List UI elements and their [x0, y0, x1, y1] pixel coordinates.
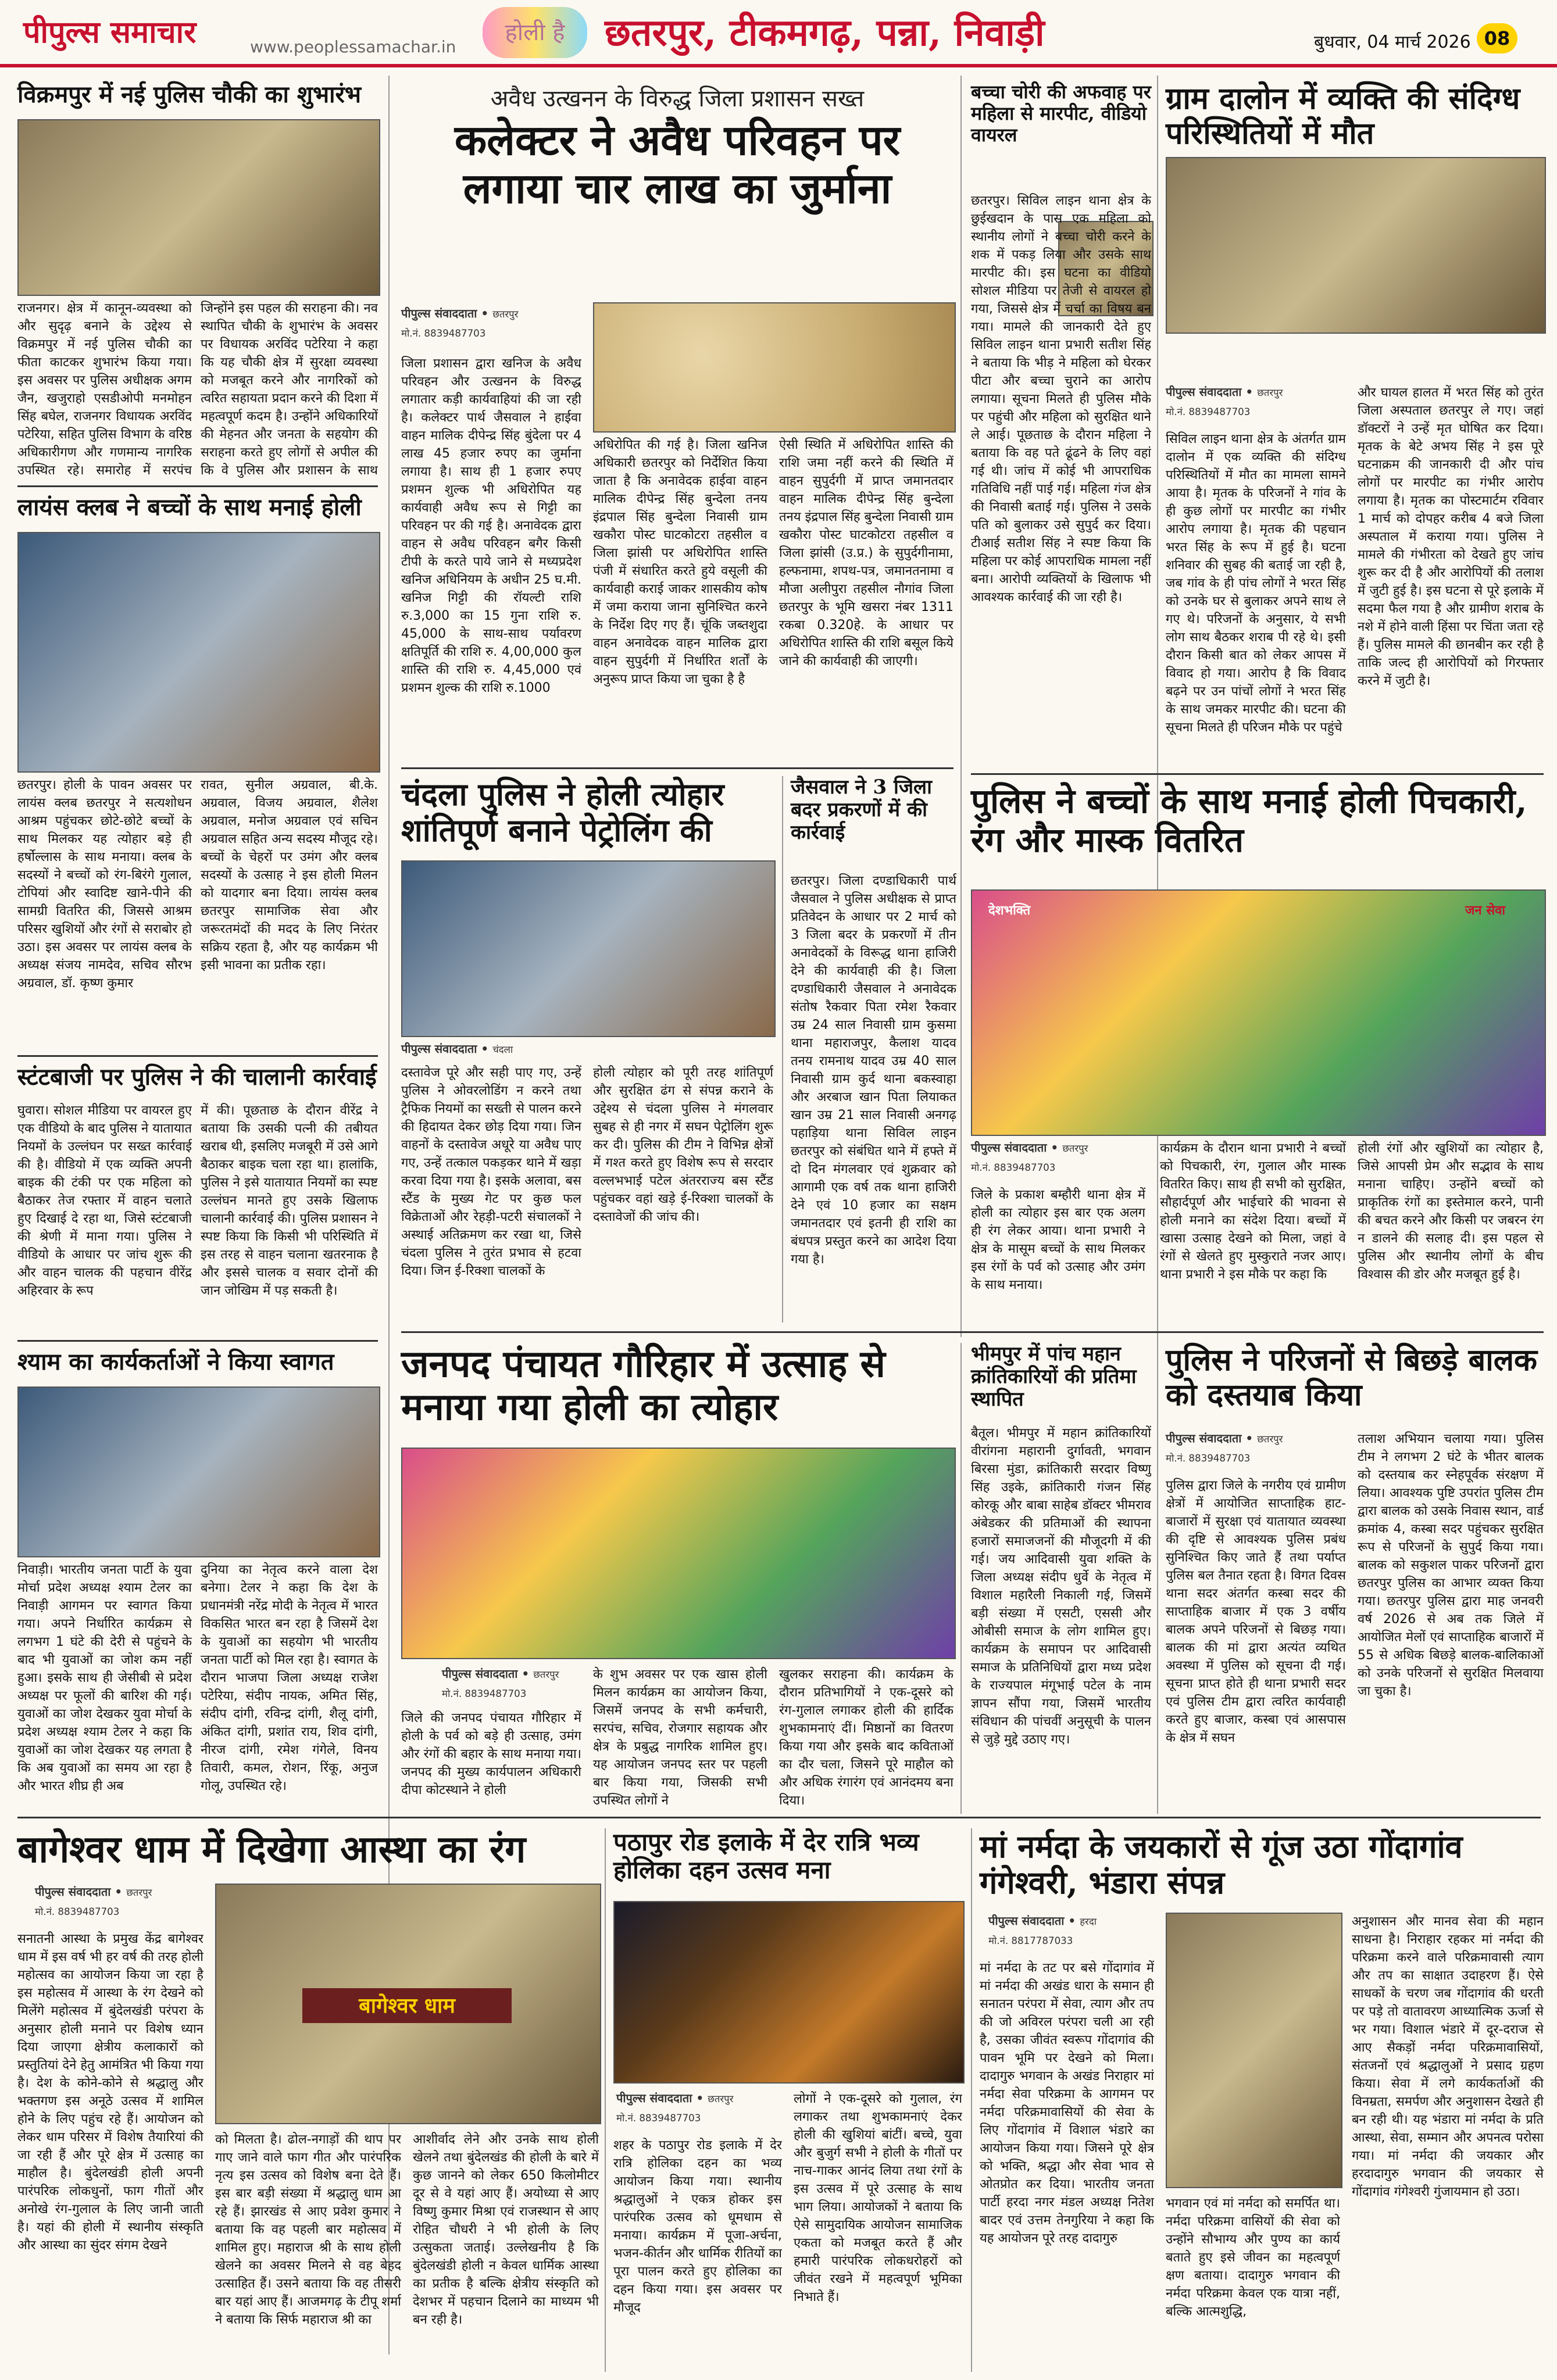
byline: पीपुल्स संवाददाता • छतरपुर	[401, 306, 519, 320]
gaurihar-text-col1: जिले की जनपद पंचायत गौरिहार में होली के पर्व को बड़े ही उत्साह, उमंग और रंगों की बहार के साथ मनाया गया। जनपद की मुख्य कार्यपालन अधिकारी दीपा कोटस्थाने ने होली	[401, 1711, 581, 1797]
byline: पीपुल्स संवाददाता • चंदला	[401, 1042, 513, 1056]
dalon-text-col1: सिविल लाइन थाना क्षेत्र के अंतर्गत ग्राम दालोन में एक व्यक्ति की संदिग्ध परिस्थितियों में मौत का मामला सामने आया है। मृतक के परिजनों ने गांव के ही कुछ लोगों पर मारपीट का गंभीर आरोप लगाया है। मृतक की पहचान भरत सिंह के रूप में हुई है। घटना शनिवार की सुबह की बताई जा रही है, जब गांव के ही पांच लोगों ने भरत सिंह को उनके घर से बुलाकर अपने साथ ले गए थे। परिजनों के अनुसार, ये सभी लोग साथ बैठकर शराब पी रहे थे। इसी दौरान किसी बात को लेकर आपस में विवाद हो गया। आरोप है कि विवाद बढ़ने पर उन पांचों लोगों ने भरत सिंह के साथ जमकर मारपीट की। घटना की सूचना मिलते ही परिजन मौके पर पहुंचे	[1166, 432, 1346, 735]
mining-kicker: अवैध उत्खनन के विरुद्ध जिला प्रशासन सख्त	[490, 85, 865, 112]
newspaper-logo: पीपुल्स समाचार	[23, 15, 197, 50]
police-holi-text-col1: जिले के प्रकाश बम्हौरी थाना क्षेत्र में होली का त्योहार इस बार एक अलग ही रंग लेकर आया। थाना प्रभारी ने क्षेत्र के मासूम बच्चों के साथ मिलकर इस रंगों के पर्व को उत्साह और उमंग के साथ मनाया।	[971, 1188, 1145, 1292]
headline-mining: कलेक्टर ने अवैध परिवहन पर लगाया चार लाख का जुर्माना	[454, 115, 901, 213]
narmada-text-col3: अनुशासन और मानव सेवा की महान साधना है। निराहार रहकर मां नर्मदा की परिक्रमा करने वाले परिक्रमावासी त्याग और तप का साक्षात उदाहरण हैं। ऐसे साधकों के चरण जब गोंदागांव की धरती पर पड़े तो वातावरण आध्यात्मिक ऊर्जा से भर गया। विशाल भंडारे में दूर-दराज से आए सैकड़ों नर्मदा परिक्रमावासियों, संतजनों एवं श्रद्धालुओं ने प्रसाद ग्रहण किया। सेवा में लगे कार्यकर्ताओं की विनम्रता, समर्पण और अनुशासन देखते ही बन रही थी। यह भंडारा मां नर्मदा के प्रति आस्था, सेवा, सम्मान और अपनत्व परोसा गया। मां नर्मदा की जयकार और हरदादागुरु भगवान की जयकार से गोंदागांव गंगेश्वरी गुंजायमान हो उठा।	[1352, 1914, 1544, 2199]
police-holi-photo	[971, 889, 1546, 1136]
pathapur-photo	[613, 1901, 965, 2084]
column-divider	[960, 76, 962, 1337]
narmada-text-col1: मां नर्मदा के तट पर बसे गोंदागांव में मां नर्मदा की अखंड धारा के समान ही सनातन परंपरा में सेवा, त्याग और तप की जो अविरल परंपरा चली आ रही है, उसका जीवंत स्वरूप गोंदागांव की पावन भूमि पर देखने को मिला। दादागुरु भगवान के अखंड निराहार मां नर्मदा सेवा परिक्रमा के आगमन पर नर्मदा परिक्रमावासियों की सेवा के लिए गोंदागांव में विशाल भंडारे का आयोजन किया गया। जिसने पूरे क्षेत्र को भक्ति, श्रद्धा और सेवा भाव से ओतप्रोत कर दिया। भारतीय जनता पार्टी हरदा नगर मंडल अध्यक्ष नितेश बादर एवं उत्तम तेनगुरिया ने कहा कि यह आयोजन पूरे तरह दादागुरु	[980, 1961, 1154, 2246]
byline-mobile: मो.नं. 8839487703	[616, 2113, 701, 2124]
gaurihar-text-col2: के शुभ अवसर पर एक खास होली मिलन कार्यक्रम का आयोजन किया, जिसमें जनपद के सभी कर्मचारी, सरपंच, सचिव, रोजगार सहायक और क्षेत्र के प्रबुद्ध नागरिक शामिल हुए। यह आयोजन जनपद स्तर पर पहली बार किया गया, जिसकी सभी उपस्थित लोगों ने	[593, 1667, 767, 1808]
column-divider	[1157, 76, 1158, 1355]
stunt-text-col1: घुवारा। सोशल मीडिया पर वायरल हुए एक वीडियो के बाद पुलिस ने यातायात नियमों के उल्लंघन पर सख्त कार्रवाई की है। वीडियो में एक व्यक्ति अपनी बाइक की टंकी पर एक महिला को बैठाकर तेज रफ्तार में वाहन चलाते हुए दिखाई दे रहा था, जिसे स्टंटबाजी की श्रेणी में माना गया। पुलिस ने वीडियो के आधार पर जांच शुरू की और वाहन चालक की पहचान वीरेंद्र अहिरवार के रूप	[17, 1103, 192, 1298]
headline-chandla: चंदला पुलिस ने होली त्योहार शांतिपूर्ण बनाने पेट्रोलिंग की	[401, 776, 724, 849]
vikrampur-text-col1: राजनगर। क्षेत्र में कानून-व्यवस्था को और सुदृढ़ बनाने के उद्देश्य से विक्रमपुर में नई पुलिस चौकी का फीता काटकर शुभारंभ किया गया। इस अवसर पर पुलिस अधीक्षक अगम जैन, खजुराहो एसडीओपी मनमोहन सिंह बघेल, राजनगर विधायक अरविंद पटेरिया, सहित पुलिस विभाग के वरिष्ठ अधिकारीगण और गणमान्य नागरिक उपस्थित रहे। समारोह में सरपंच	[17, 301, 192, 478]
website-url[interactable]: www.peoplessamachar.in	[250, 37, 456, 56]
bageshwar-sign: बागेश्वर धाम	[302, 1988, 512, 2023]
police-holi-text-col2: कार्यक्रम के दौरान थाना प्रभारी ने बच्चों को पिचकारी, रंग, गुलाल और मास्क वितरित किए। साथ ही सभी को सुरक्षित, सौहार्दपूर्ण और भाईचारे की भावना से होली मनाने का संदेश दिया। बच्चों में खासा उत्साह देखने को मिला, जहां वे रंगों से खेलते हुए मुस्कुराते नजर आए। थाना प्रभारी ने इस मौके पर कहा कि	[1160, 1141, 1346, 1282]
dalon-text-col2: और घायल हालत में भरत सिंह को तुरंत जिला अस्पताल छतरपुर ले गए। जहां डॉक्टरों ने उन्हें मृत घोषित कर दिया। मृतक के बेटे अभय सिंह ने इस पूरे घटनाक्रम की जानकारी दी और पांच लोगों पर मारपीट का गंभीर आरोप लगाया है। मृतक का पोस्टमार्टम रविवार 1 मार्च को दोपहर करीब 4 बजे जिला अस्पताल में कराया गया। पुलिस ने मामले की गंभीरता को देखते हुए जांच शुरू कर दी है और आरोपियों की तलाश में जुटी हुई है। इस घटना से पूरे इलाके में सदमा फैल गया है और ग्रामीण शराब के नशे में होने वाली हिंसा पर चिंता जता रहे हैं। पुलिस मामले की छानबीन कर रही है ताकि जल्द ही आरोपियों को गिरफ्तार करने में जुटी है।	[1358, 385, 1544, 688]
chandla-text-col2: होली त्योहार को पूरी तरह शांतिपूर्ण और सुरक्षित ढंग से संपन्न कराने के उद्देश्य से चंदला पुलिस ने मंगलवार सुबह से ही नगर में सघन पेट्रोलिंग शुरू कर दी। पुलिस की टीम ने विभिन्न क्षेत्रों में गश्त करते हुए विशेष रूप से सरदार वल्लभभाई पटेल अंतरराज्य बस स्टैंड पहुंचकर वहां खड़े ई-रिक्शा चालकों के दस्तावेजों की जांच की।	[593, 1066, 773, 1224]
shyam-photo	[17, 1386, 380, 1557]
bageshwar-text-col3: आशीर्वाद लेने और उनके साथ होली खेलने तथा बुंदेलखंड की होली के बारे में कुछ जानने को लेकर 650 किलोमीटर दूर से वे यहां आए हैं। अयोध्या से आए विष्णु कुमार मिश्रा एवं राजस्थान से आए रोहित चौधरी ने भी होली के लिए उत्सुकता जताई। उल्लेखनीय है कि बुंदेलखंडी होली न केवल धार्मिक आस्था का प्रतीक है बल्कि क्षेत्रीय संस्कृति को देशभर में पहचान दिलाने का माध्यम भी बन रही है।	[413, 2132, 599, 2327]
bageshwar-text-col1: सनातनी आस्था के प्रमुख केंद्र बागेश्वर धाम में इस वर्ष भी हर वर्ष की तरह होली महोत्सव का आयोजन किया जा रहा है इस महोत्सव में आस्था के रंग देखने को मिलेंगे महोत्सव में बुंदेलखंडी परंपरा के अनुसार होली मनाने पर विशेष ध्यान दिया जाएगा क्षेत्रीय कलाकारों को प्रस्तुतियां देने हेतु आमंत्रित भी किया गया है। देश के कोने-कोने से श्रद्धालु और भक्तगण इस अनूठे उत्सव में शामिल होने के लिए पहुंच रहे हैं। आयोजन को लेकर धाम परिसर में विशेष तैयारियां की जा रही हैं और पूरे क्षेत्र में उत्साह का माहौल है। बुंदेलखंडी होली अपनी पारंपरिक लोकधुनों, फाग गीतों और अनोखे रंग-गुलाल के लिए जानी जाती है। यहां की होली में स्थानीय संस्कृति और आस्था का सुंदर संगम देखने	[17, 1932, 203, 2253]
byline-mobile: मो.नं. 8839487703	[1166, 406, 1251, 417]
chandla-photo	[401, 860, 776, 1037]
child-theft-text: छतरपुर। सिविल लाइन थाना क्षेत्र के छुईखदान के पास एक महिला को स्थानीय लोगों ने बच्चा चोरी करने के शक में पकड़ लिया और उसके साथ मारपीट की। इस घटना का वीडियो सोशल मीडिया पर तेजी से वायरल हो गया, जिससे क्षेत्र में चर्चा का विषय बन गया। मामले की जानकारी देते हुए सिविल लाइन थाना प्रभारी सतीश सिंह ने बताया कि भीड़ ने महिला को घेरकर पीटा और बच्चा चुराने का आरोप लगाया। सूचना मिलते ही पुलिस मौके पर पहुंची और महिला को सुरक्षित थाने ले आई। पूछताछ के दौरान महिला ने बताया कि वह पते ढूंढने के लिए वहां गई थी। जांच में कोई भी आपराधिक गतिविधि नहीं पाई गई। महिला गंज क्षेत्र की निवासी बताई गई। पुलिस ने उसके पति को बुलाकर उसे सुपुर्द कर दिया। टीआई सतीश सिंह ने स्पष्ट किया कि महिला पर कोई आपराधिक मामला नहीं बना। आरोपी व्यक्तियों के खिलाफ भी आवश्यक कार्रवाई की जा रही है।	[971, 194, 1151, 605]
byline-mobile: मो.नं. 8839487703	[35, 1906, 120, 1917]
lost-child-text-col1: पुलिस द्वारा जिले के नगरीय एवं ग्रामीण क्षेत्रों में आयोजित साप्ताहिक हाट-बाजारों में सुरक्षा एवं यातायात व्यवस्था की दृष्टि से आवश्यक पुलिस प्रबंध सुनिश्चित किए जाते हैं तथा पर्याप्त पुलिस बल तैनात रहता है। विगत दिवस थाना सदर अंतर्गत कस्बा सदर की साप्ताहिक बाजार में एक 3 वर्षीय बालक अपने परिजनों से बिछड़ गया। बालक की मां द्वारा अत्यंत व्यथित अवस्था में पुलिस को सूचना दी गई। सूचना प्राप्त होते ही थाना प्रभारी सदर एवं पुलिस टीम द्वारा त्वरित कार्यवाही करते हुए बाजार, कस्बा एवं आसपास के क्षेत्र में सघन	[1166, 1478, 1346, 1745]
narmada-photo	[1166, 1913, 1342, 2188]
bageshwar-text-col2: को मिलता है। ढोल-नगाड़ों की थाप पर गाए जाने वाले फाग गीत और पारंपरिक नृत्य इस उत्सव को विशेष बना देते हैं। इस बार बड़ी संख्या में श्रद्धालु धाम आ रहे हैं। झारखंड से आए प्रवेश कुमार ने बताया कि वह पहली बार महोत्सव में शामिल हुए। महाराज श्री के साथ होली खेलने का अवसर मिलने से वह बेहद उत्साहित हैं। उसने बताया कि वह तीसरी बार यहां आए हैं। आजमगढ़ के टीपू शर्मा ने बताया कि सिर्फ महाराज श्री का	[215, 2132, 401, 2327]
dalon-photo	[1166, 157, 1546, 334]
photo-banner-left: देशभक्ति	[988, 903, 1031, 918]
byline-mobile: मो.नं. 8839487703	[442, 1688, 527, 1699]
headline-jaiswal: जैसवाल ने 3 जिला बदर प्रकरणों में की कार्रवाई	[791, 776, 932, 845]
headline-narmada: मां नर्मदा के जयकारों से गूंज उठा गोंदागांव गंगेश्वरी, भंडारा संपन्न	[980, 1828, 1463, 1902]
headline-shyam: श्याम का कार्यकर्ताओं ने किया स्वागत	[17, 1348, 334, 1375]
gaurihar-photo	[401, 1448, 956, 1659]
chandla-text-col1: दस्तावेज पूरे और सही पाए गए, उन्हें पुलिस ने ओवरलोडिंग न करने तथा ट्रैफिक नियमों का सख्ती से पालन करने की हिदायत देकर छोड़ दिया गया। जिन वाहनों के दस्तावेज अधूरे या अवैध पाए गए, उन्हें तत्काल पकड़कर थाने में खड़ा करवा दिया गया है। इसके अलावा, बस स्टैंड के मुख्य गेट पर कुछ फल विक्रेताओं और रेहड़ी-पटरी संचालकों ने अस्थाई अतिक्रमण कर रखा था, जिसे चंदला पुलिस ने तुरंत प्रभाव से हटवा दिया। जिन ई-रिक्शा चालकों के	[401, 1066, 581, 1278]
byline: पीपुल्स संवाददाता • छतरपुर	[442, 1667, 559, 1681]
gaurihar-text-col3: खुलकर सराहना की। कार्यक्रम के दौरान प्रतिभागियों ने एक-दूसरे को रंग-गुलाल लगाकर होली की हार्दिक शुभकामनाएं दीं। मिष्ठानों का वितरण किया गया और इसके बाद कविताओं का दौर चला, जिसने पूरे माहौल को और अधिक रंगारंग एवं आनंदमय बना दिया।	[779, 1667, 954, 1808]
holi-badge: होली है	[483, 7, 587, 58]
shyam-text-col1: निवाड़ी। भारतीय जनता पार्टी के युवा मोर्चा प्रदेश अध्यक्ष श्याम टेलर का निवाड़ी आगमन पर स्वागत किया गया। अपने निर्धारित कार्यक्रम से लगभग 1 घंटे की देरी से पहुंचने के बाद भी युवाओं का जोश कम नहीं हुआ। इसके साथ ही जेसीबी से प्रदेश अध्यक्ष पर फूलों की बारिश की गई। युवाओं का जोश देखकर युवा मोर्चा के प्रदेश अध्यक्ष श्याम टेलर ने कहा कि युवाओं का जोश देखकर यह लगता है कि अब युवाओं का समय आ रहा है और भारत शीघ्र ही अब	[17, 1563, 192, 1793]
byline-mobile: मो.नं. 8839487703	[971, 1162, 1056, 1173]
byline-mobile: मो.नं. 8817787033	[988, 1935, 1073, 1946]
police-holi-text-col3: होली रंगों और खुशियों का त्योहार है, जिसे आपसी प्रेम और सद्भाव के साथ मनाना चाहिए। उन्होंने बच्चों को प्राकृतिक रंगों का इस्तेमाल करने, पानी की बचत करने और किसी पर जबरन रंग न डालने की सलाह दी। इस पहल से पुलिस और स्थानीय लोगों के बीच विश्वास की डोर और मजबूत हुई है।	[1358, 1141, 1544, 1282]
photo-banner-right: जन सेवा	[1465, 903, 1505, 918]
headline-police-holi: पुलिस ने बच्चों के साथ मनाई होली पिचकारी, रंग और मास्क वितरित	[971, 781, 1527, 860]
headline-child-theft: बच्चा चोरी की अफवाह पर महिला से मारपीट, वीडियो वायरल	[971, 81, 1151, 146]
byline: पीपुल्स संवाददाता • छतरपुर	[35, 1885, 152, 1899]
mining-photo	[593, 302, 956, 433]
mining-text-col1: जिला प्रशासन द्वारा खनिज के अवैध परिवहन और उत्खनन के विरुद्ध लगातार कड़ी कार्यवाहियां की जा रही है। कलेक्टर पार्थ जैसवाल ने हाईवा वाहन मालिक दीपेन्द्र सिंह बुंदेला पर 4 लाख 45 हजार रुपए का जुर्माना लगाया है। साथ ही 1 हजार रुपए प्रशमन शुल्क भी अधिरोपित यह कार्यवाही अवैध रूप से गिट्टी का परिवहन पर की गई है। अनावेदक द्वारा वाहन से अवैध परिवहन बगैर किसी टीपी के करते पाये जाने से मध्यप्रदेश खनिज अधिनियम के अधीन 25 घ.मी. खनिज गिट्टी की रॉयल्टी राशि रु.3,000 का 15 गुना राशि रु. 45,000 के साथ-साथ पर्यावरण क्षतिपूर्ति की राशि रु. 4,00,000 कुल शास्ति की राशि रु. 4,45,000 एवं प्रशमन शुल्क की राशि रु.1000	[401, 356, 581, 695]
byline: पीपुल्स संवाददाता • छतरपुर	[1166, 1431, 1283, 1445]
lions-text-col1: छतरपुर। होली के पावन अवसर पर लायंस क्लब छतरपुर ने सत्यशोधन आश्रम पहुंचकर छोटे-छोटे बच्चों के साथ मिलकर यह त्योहार बड़े ही हर्षोल्लास के साथ मनाया। क्लब के सदस्यों ने बच्चों को रंग-बिरंगे गुलाल, टोपियां और स्वादिष्ट खाने-पीने की सामग्री वितरित की, जिससे आश्रम परिसर खुशियों और रंगों से सराबोर हो उठा। इस अवसर पर लायंस क्लब के अध्यक्ष संजय नामदेव, सचिव सौरभ अग्रवाल, डॉ. कृष्ण कुमार	[17, 778, 192, 991]
byline-mobile: मो.नं. 8839487703	[1166, 1453, 1251, 1464]
headline-pathapur: पठापुर रोड इलाके में देर रात्रि भव्य होलिका दहन उत्सव मना	[613, 1828, 919, 1885]
headline-dalon: ग्राम दालोन में व्यक्ति की संदिग्ध परिस्थितियों में मौत	[1166, 81, 1520, 151]
mining-text-col3: ऐसी स्थिति में अधिरोपित शास्ति की राशि जमा नहीं करने की स्थिति में वाहन सुपुर्दगी में प्राप्त जमानतदार वाहन मालिक दीपेन्द्र सिंह बुन्देला तनय इंद्रपाल सिंह बुन्देला निवासी ग्राम खकौरा पोस्ट घाटकोटरा तहसील व जिला झांसी (उ.प्र.) के सुपुर्दगीनामा, हल्फनामा, शपथ-पत्र, जमानतनामा व मौजा अलीपुरा तहसील नौगांव जिला छतरपुर के भूमि खसरा नंबर 1311 रकबा 0.320हे. के आधार पर अधिरोपित शास्ति की राशि बसूल किये जाने की कार्यवाही की जाएगी।	[779, 438, 954, 669]
vikrampur-text-col2: जिन्होंने इस पहल की सराहना की। नव स्थापित चौकी के शुभारंभ के अवसर पर विधायक अरविंद पटेरिया ने कहा कि यह चौकी क्षेत्र में सुरक्षा व्यवस्था को मजबूत करने और नागरिकों को त्वरित सहायता प्रदान करने की दिशा में महत्वपूर्ण कदम है। उन्होंने अधिकारियों की मेहनत और जनता के सहयोग की सराहना करते हुए लोगों से अपील की कि वे पुलिस और प्रशासन के साथ	[201, 301, 378, 478]
bhimpur-text: बैतूल। भीमपुर में महान क्रांतिकारियों वीरांगना महारानी दुर्गावती, भगवान बिरसा मुंडा, क्रांतिकारी सरदार विष्णु सिंह उइके, क्रांतिकारी गंजन सिंह कोरकू और बाबा साहेब डॉक्टर भीमराव अंबेडकर की प्रतिमाओं की स्थापना हजारों समाजजनों की मौजूदगी में की गई। जय आदिवासी युवा शक्ति के जिला अध्यक्ष संदीप धुर्वे के नेतृत्व में विशाल महारैली निकाली गई, जिसमें बड़ी संख्या में एसटी, एससी और ओबीसी समाज के लोग शामिल हुए। कार्यक्रम के समापन पर आदिवासी समाज के प्रतिनिधियों द्वारा मध्य प्रदेश के राज्यपाल मंगूभाई पटेल के नाम ज्ञापन सौंपा गया, जिसमें भारतीय संविधान की पांचवीं अनुसूची के पालन से जुड़े मुद्दे उठाए गए।	[971, 1426, 1151, 1747]
mining-text-col2: अधिरोपित की गई है। जिला खनिज अधिकारी छतरपुर को निर्देशित किया जाता है कि अनावेदक हाईवा वाहन मालिक दीपेन्द्र सिंह बुन्देला तनय इंद्रपाल सिंह बुन्देला निवासी ग्राम खकौरा पोस्ट घाटकोटरा तहसील व जिला झांसी पर अधिरोपित शास्ति पंजी में संधारित करते हुये वसूली की कार्यवाही कराई जाकर शासकीय कोष में जमा कराया जाना सुनिश्चित करने के निर्देश दिए गए हैं। चूंकि जब्तशुदा वाहन अनावेदक वाहन मालिक द्वारा वाहन सुपुर्दगी में निर्धारित शर्तों के अनुरूप प्राप्त किया जा चुका है है	[593, 438, 767, 687]
byline: पीपुल्स संवाददाता • छतरपुर	[971, 1141, 1088, 1155]
headline-stunt: स्टंटबाजी पर पुलिस ने की चालानी कार्रवाई	[17, 1063, 377, 1091]
headline-lost-child: पुलिस ने परिजनों से बिछड़े बालक को दस्तयाब किया	[1166, 1342, 1537, 1413]
byline: पीपुल्स संवाददाता • हरदा	[988, 1914, 1097, 1928]
lions-club-photo	[17, 532, 380, 773]
byline: पीपुल्स संवाददाता • छतरपुर	[616, 2091, 734, 2105]
headline-bhimpur: भीमपुर में पांच महान क्रांतिकारियों की प्रतिमा स्थापित	[971, 1342, 1137, 1411]
pathapur-text-col2: लोगों ने एक-दूसरे को गुलाल, रंग लगाकर तथा शुभकामनाएं देकर होली की खुशियां बांटीं। बच्चे, युवा और बुजुर्ग सभी ने होली के गीतों पर नाच-गाकर आनंद लिया तथा रंगों के इस उत्सव में पूरे उत्साह के साथ भाग लिया। आयोजकों ने बताया कि ऐसे सामुदायिक आयोजन सामाजिक एकता को मजबूत करते हैं और हमारी पारंपरिक लोकधरोहरों को जीवंत रखने में महत्वपूर्ण भूमिका निभाते हैं।	[794, 2092, 962, 2304]
headline-vikrampur: विक्रमपुर में नई पुलिस चौकी का शुभारंभ	[17, 81, 361, 108]
headline-gaurihar: जनपद पंचायत गौरिहार में उत्साह से मनाया गया होली का त्योहार	[401, 1342, 885, 1429]
page-number: 08	[1477, 23, 1517, 53]
lions-text-col2: रावत, सुनील अग्रवाल, बी.के. अग्रवाल, विजय अग्रवाल, शैलेश अग्रवाल, मनोज अग्रवाल एवं सचिन अग्रवाल सहित अन्य सदस्य मौजूद रहे। बच्चों के चेहरों पर उमंग और क्लब सदस्यों के उत्साह ने इस होली मिलन को यादगार बना दिया। लायंस क्लब छतरपुर सामाजिक सेवा और जरूरतमंदों की मदद के लिए निरंतर सक्रिय रहता है, और यह कार्यक्रम भी इसी भावना का प्रतीक रहा।	[201, 778, 378, 973]
shyam-text-col2: दुनिया का नेतृत्व करने वाला देश बनेगा। टेलर ने कहा कि देश के प्रधानमंत्री नरेंद्र मोदी के नेतृत्व में भारत विकसित भारत बन रहा है जिसमें देश के युवाओं का सहयोग भी भारतीय जनता पार्टी को मिल रहा है। स्वागत के दौरान भाजपा जिला अध्यक्ष राजेश पटेरिया, संदीप नायक, अमित सिंह, संदीप दांगी, रविन्द्र दांगी, शैलू दांगी, अंकित दांगी, प्रशांत राय, शिव दांगी, नीरज दांगी, रमेश गंगेले, विनय तिवारी, कमल, रोशन, रिंकू, अनुज गोलू, उपस्थित रहे।	[201, 1563, 378, 1793]
page-districts: छतरपुर, टीकमगढ़, पन्ना, निवाड़ी	[605, 11, 1045, 55]
vikrampur-photo	[17, 119, 380, 296]
issue-date: बुधवार, 04 मार्च 2026	[1314, 32, 1471, 52]
jaiswal-text: छतरपुर। जिला दण्डाधिकारी पार्थ जैसवाल ने पुलिस अधीक्षक से प्राप्त प्रतिवेदन के आधार पर 2 मार्च को 3 जिला बदर के प्रकरणों में तीन अनावेदकों के विरूद्ध थाना हाजिरी देने की कार्यवाही की है। जिला दण्डाधिकारी जैसवाल ने अनावेदक संतोष रैकवार पिता रमेश रैकवार उम्र 24 साल निवासी ग्राम कुसमा थाना महाराजपुर, कैलाश यादव तनय रामनाथ यादव उम्र 40 साल निवासी ग्राम कुर्द थाना बकस्वाहा और अरबाज खान पिता लियाकत खान उम्र 21 साल निवासी अनगढ़ पहाड़िया थाना सिविल लाइन छतरपुर को संबंधित थाने में हफ्ते में दो दिन मंगलवार एवं शुक्रवार को आगामी एक वर्ष तक थाना हाजिरी देने एवं 10 हजार का सक्षम जमानतदार एवं इतनी ही राशि का बंधपत्र प्रस्तुत करने का आदेश दिया गया है।	[791, 874, 956, 1267]
pathapur-text-col1: शहर के पठापुर रोड इलाके में देर रात्रि होलिका दहन का भव्य आयोजन किया गया। स्थानीय श्रद्धालुओं ने एकत्र होकर इस पारंपरिक उत्सव को धूमधाम से मनाया। कार्यक्रम में पूजा-अर्चना, भजन-कीर्तन और धार्मिक रीतियों का पूरा पालन करते हुए होलिका का दहन किया गया। इस अवसर पर मौजूद	[613, 2138, 782, 2315]
lost-child-text-col2: तलाश अभियान चलाया गया। पुलिस टीम ने लगभग 2 घंटे के भीतर बालक को दस्तयाब कर स्नेहपूर्वक संरक्षण में लिया। आवश्यक पुष्टि उपरांत पुलिस टीम द्वारा बालक को उसके निवास स्थान, वार्ड क्रमांक 4, कस्बा सदर पहुंचकर सुरक्षित रूप से परिजनों के सुपुर्द किया गया। बालक को सकुशल पाकर परिजनों द्वारा छतरपुर पुलिस का आभार व्यक्त किया गया। छतरपुर पुलिस द्वारा माह जनवरी वर्ष 2026 से अब तक जिले में आयोजित मेलों एवं साप्ताहिक बाजारों में 55 से अधिक बिछड़े बालक-बालिकाओं को उनके परिजनों से सुरक्षित मिलवाया जा चुका है।	[1358, 1432, 1544, 1699]
byline-mobile: मो.नं. 8839487703	[401, 328, 486, 339]
headline-lions-club: लायंस क्लब ने बच्चों के साथ मनाई होली	[17, 494, 362, 521]
narmada-text-col2: भगवान एवं मां नर्मदा को समर्पित था। नर्मदा परिक्रमा वासियों की सेवा को उन्होंने सौभाग्य और पुण्य का कार्य बताते हुए इसे जीवन का महत्वपूर्ण क्षण बताया। दादागुरु भगवान की नर्मदा परिक्रमा केवल एक यात्रा नहीं, बल्कि आत्मशुद्धि,	[1166, 2196, 1340, 2319]
headline-bageshwar: बागेश्वर धाम में दिखेगा आस्था का रंग	[17, 1828, 526, 1871]
stunt-text-col2: में की। पूछताछ के दौरान वीरेंद्र ने बताया कि उसकी पत्नी की तबीयत खराब थी, इसलिए मजबूरी में उसे आगे बैठाकर बाइक चला रहा था। हालांकि, पुलिस ने इसे यातायात नियमों का स्पष्ट उल्लंघन मानते हुए उसके खिलाफ चालानी कार्रवाई की। पुलिस प्रशासन ने स्पष्ट किया कि किसी भी परिस्थिति में इस तरह से वाहन चलाना खतरनाक है और इससे चालक व सवार दोनों की जान जोखिम में पड़ सकती है।	[201, 1103, 378, 1298]
masthead	[0, 0, 1557, 67]
byline: पीपुल्स संवाददाता • छतरपुर	[1166, 385, 1283, 399]
